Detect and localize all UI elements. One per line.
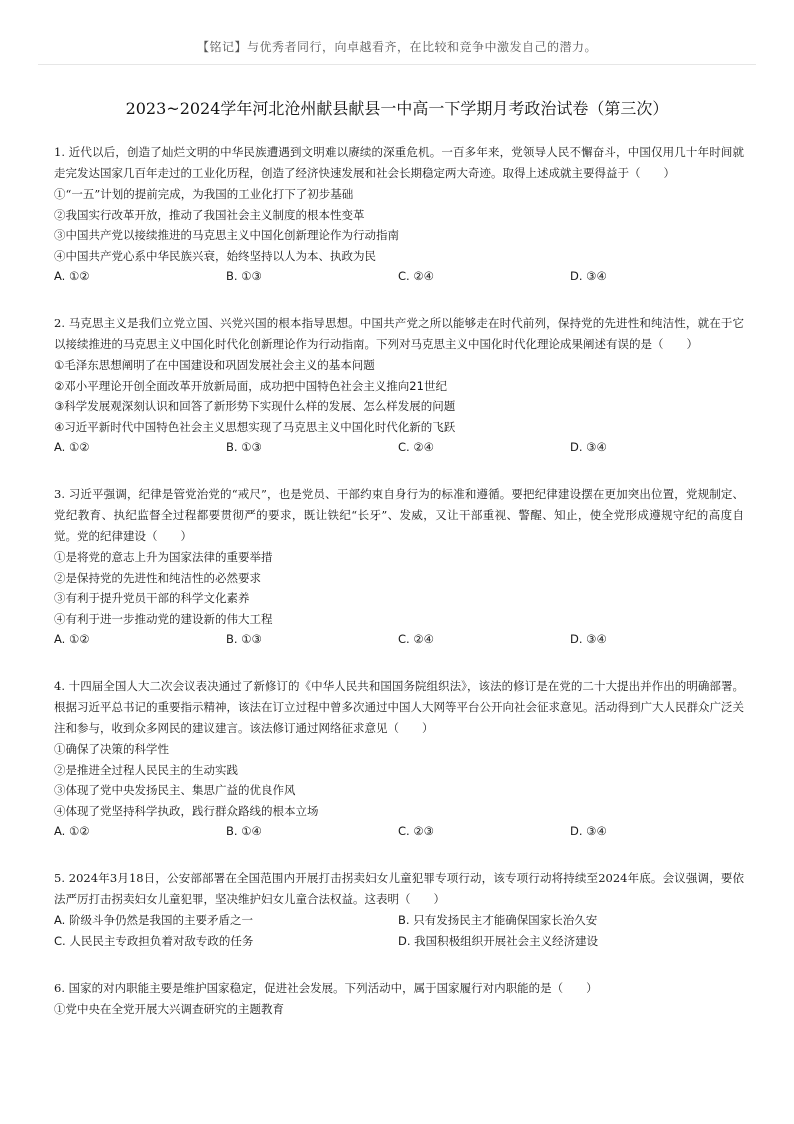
question-6 xyxy=(54,978,744,1020)
question-stem: 3. 习近平强调，纪律是管党治党的“戒尺”，也是党员、干部约束自身行为的标准和遵循。要把纪律建设摆在更加突出位置，党规制定、党纪教育、执纪监督全过程都要贯彻严的要求，既让铁纪“长牙”、发威，又让干部重视、警醒、知止，使全党形成遵规守纪的高度自觉。党的纪律建设（ ） xyxy=(54,487,744,543)
statement-option: ④中国共产党心系中华民族兴衰，始终坚持以人为本、执政为民 xyxy=(54,248,376,263)
answer-choices xyxy=(54,821,744,842)
statement-option: ③体现了党中央发扬民主、集思广益的优良作风 xyxy=(54,783,296,797)
statement-option: ①毛泽东思想阐明了在中国建设和巩固发展社会主义的基本问题 xyxy=(54,358,375,372)
choice-a[interactable]: A. ①② xyxy=(54,632,90,646)
question-stem: 2. 马克思主义是我们立党立国、兴党兴国的根本指导思想。中国共产党之所以能够走在时代前列，保持党的先进性和纯洁性，就在于它以接续推进的马克思主义中国化时代化创新理论作为行动指南。下列对马克思主义中国化时代化理论成果阐述有误的是（ ） xyxy=(54,316,744,351)
choice-b[interactable]: B. ①④ xyxy=(226,824,262,838)
choice-a[interactable]: A. ①② xyxy=(54,440,90,454)
choice-d[interactable]: D. 我国积极组织开展社会主义经济建设 xyxy=(398,934,599,948)
statement-option: ②我国实行改革开放，推动了我国社会主义制度的根本性变革 xyxy=(54,207,365,222)
choice-a[interactable]: A. 阶级斗争仍然是我国的主要矛盾之一 xyxy=(54,913,253,927)
header-motto: 【铭记】与优秀者同行，向卓越看齐，在比较和竞争中激发自己的潜力。 xyxy=(196,40,597,54)
choice-d[interactable]: D. ③④ xyxy=(570,824,607,838)
question-stem: 5. 2024年3月18日，公安部部署在全国范围内开展打击拐卖妇女儿童犯罪专项行动，该专项行动将持续至2024年底。会议强调，要依法严厉打击拐卖妇女儿童犯罪，坚决维护妇女儿童合法权益。这表明（ ） xyxy=(54,871,744,906)
question-3 xyxy=(54,484,744,650)
choice-c[interactable]: C. ②④ xyxy=(398,632,434,646)
answer-choices xyxy=(54,437,744,458)
choice-b[interactable]: B. ①③ xyxy=(226,269,262,283)
choice-d[interactable]: D. ③④ xyxy=(570,440,607,454)
statement-option: ③有利于提升党员干部的科学文化素养 xyxy=(54,591,250,605)
choice-a[interactable]: A. ①② xyxy=(54,269,90,283)
statement-option: ④有利于进一步推动党的建设新的伟大工程 xyxy=(54,611,273,626)
question-5 xyxy=(54,868,744,952)
statement-option: ①“一五”计划的提前完成，为我国的工业化打下了初步基础 xyxy=(54,187,354,201)
question-stem: 4. 十四届全国人大二次会议表决通过了新修订的《中华人民共和国国务院组织法》，该法的修订是在党的二十大提出并作出的明确部署。根据习近平总书记的重要指示精神，该法在订立过程中曾多次通过中国人大网等平台公开向社会征求意见。活动得到广大人民群众广泛关注和参与，收到众多网民的建议建言。该法修订通过网络征求意见（ ） xyxy=(54,679,744,735)
statement-option: ①确保了决策的科学性 xyxy=(54,742,169,756)
choice-d[interactable]: D. ③④ xyxy=(570,269,607,283)
choice-a[interactable]: A. ①② xyxy=(54,824,90,838)
question-list xyxy=(54,142,744,1046)
question-4 xyxy=(54,676,744,842)
choice-d[interactable]: D. ③④ xyxy=(570,632,607,646)
question-2 xyxy=(54,313,744,458)
choice-b[interactable]: B. ①③ xyxy=(226,632,262,646)
statement-option: ③科学发展观深刻认识和回答了新形势下实现什么样的发展、怎么样发展的问题 xyxy=(54,399,456,413)
exam-title: 2023~2024学年河北沧州献县献县一中高一下学期月考政治试卷（第三次） xyxy=(125,99,669,118)
question-stem: 1. 近代以后，创造了灿烂文明的中华民族遭遇到文明难以赓续的深重危机。一百多年来，党领导人民不懈奋斗，中国仅用几十年时间就走完发达国家几百年走过的工业化历程，创造了经济快速发展和社会长期稳定两大奇迹。取得上述成就主要得益于（ ） xyxy=(54,145,744,180)
choice-b[interactable]: B. ①③ xyxy=(226,440,262,454)
statement-option: ②是推进全过程人民民主的生动实践 xyxy=(54,762,238,777)
statement-option: ④习近平新时代中国特色社会主义思想实现了马克思主义中国化时代化新的飞跃 xyxy=(54,419,456,434)
question-1 xyxy=(54,142,744,287)
answer-choices xyxy=(54,266,744,287)
header-divider xyxy=(38,64,756,65)
statement-option: ①是将党的意志上升为国家法律的重要举措 xyxy=(54,550,273,564)
statement-option: ①党中央在全党开展大兴调查研究的主题教育 xyxy=(54,1002,284,1016)
question-stem: 6. 国家的对内职能主要是维护国家稳定，促进社会发展。下列活动中，属于国家履行对内职能的是（ ） xyxy=(54,981,598,995)
statement-option: ②是保持党的先进性和纯洁性的必然要求 xyxy=(54,570,261,585)
choice-c[interactable]: C. ②④ xyxy=(398,440,434,454)
choice-c[interactable]: C. 人民民主专政担负着对敌专政的任务 xyxy=(54,934,254,948)
choice-c[interactable]: C. ②④ xyxy=(398,269,434,283)
answer-choices xyxy=(54,910,744,952)
statement-option: ②邓小平理论开创全面改革开放新局面，成功把中国特色社会主义推向21世纪 xyxy=(54,378,447,393)
statement-option: ③中国共产党以接续推进的马克思主义中国化创新理论作为行动指南 xyxy=(54,228,399,242)
choice-b[interactable]: B. 只有发扬民主才能确保国家长治久安 xyxy=(398,913,598,927)
statement-option: ④体现了党坚持科学执政，践行群众路线的根本立场 xyxy=(54,803,319,818)
answer-choices xyxy=(54,629,744,650)
choice-c[interactable]: C. ②③ xyxy=(398,824,434,838)
